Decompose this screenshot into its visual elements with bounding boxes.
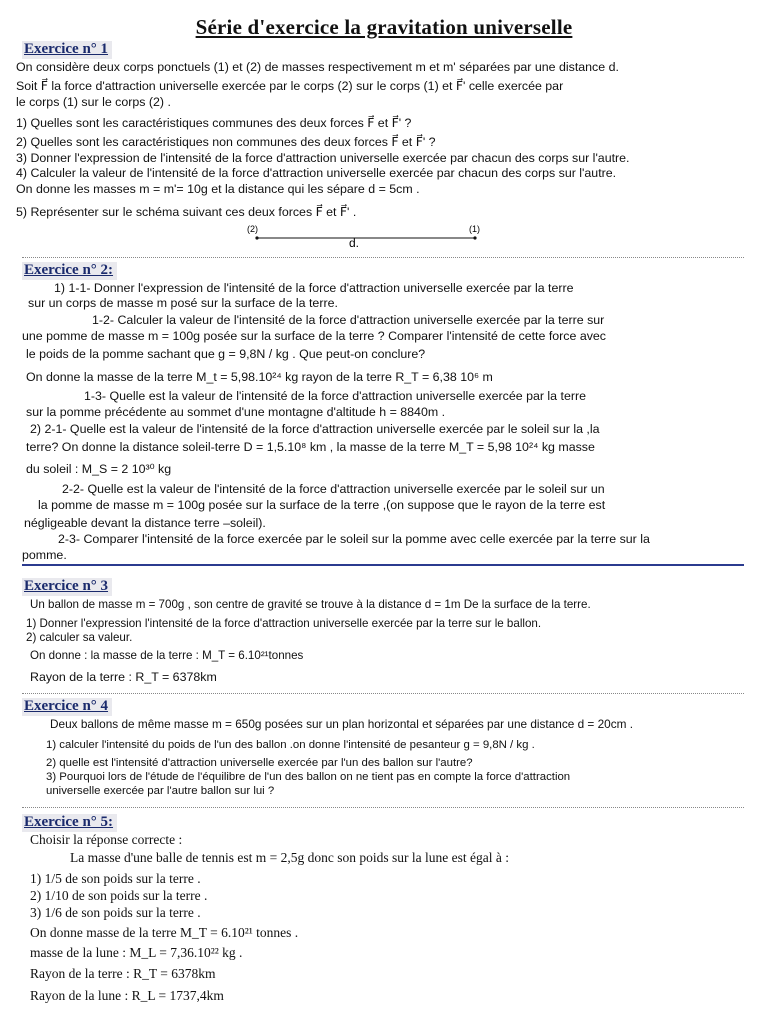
exercise-1-line: 1) Quelles sont les caractéristiques communes des deux forces F⃗ et F⃗' ? xyxy=(16,116,412,130)
exercise-2-line: 2) 2-1- Quelle est la valeur de l'intensité de la force d'attraction universelle exercée par le soleil sur la ,la xyxy=(30,422,600,436)
exercise-1-line: le corps (1) sur le corps (2) . xyxy=(16,95,171,109)
exercise-1-line: On donne les masses m = m'= 10g et la distance qui les sépare d = 5cm . xyxy=(16,182,420,196)
exercise-1-line: 2) Quelles sont les caractéristiques non communes des deux forces F⃗ et F⃗' ? xyxy=(16,135,436,149)
exercise-5-line: masse de la lune : M_L = 7,36.10²² kg . xyxy=(30,945,243,960)
exercise-2-line: une pomme de masse m = 100g posée sur la surface de la terre ? Comparer l'intensité de cette force avec xyxy=(22,329,606,343)
exercise-2-line: terre? On donne la distance soleil-terre D = 1,5.10⁸ km , la masse de la terre M_T = 5,98 10²⁴ kg masse xyxy=(26,440,595,454)
exercise-2-line: le poids de la pomme sachant que g = 9,8N / kg . Que peut-on conclure? xyxy=(26,347,426,361)
exercise-5-line: Rayon de la terre : R_T = 6378km xyxy=(30,966,216,981)
exercise-1-line: On considère deux corps ponctuels (1) et (2) de masses respectivement m et m' séparées par une distance d. xyxy=(16,60,619,74)
exercise-1-line: 4) Calculer la valeur de l'intensité de la force d'attraction universelle exercée par chacun des corps sur l'autre. xyxy=(16,166,617,180)
exercise-2-line: 1-2- Calculer la valeur de l'intensité de la force d'attraction universelle exercée par la terre sur xyxy=(92,313,605,327)
exercise-1-line: Soit F⃗ la force d'attraction universelle exercée par le corps (2) sur le corps (1) et F⃗' celle exercée par xyxy=(16,79,564,93)
section-separator xyxy=(22,693,744,694)
exercise-1-line: 3) Donner l'expression de l'intensité de la force d'attraction universelle exercée par chacun des corps sur l'autre. xyxy=(16,151,630,165)
exercise-4-line: Deux ballons de même masse m = 650g posées sur un plan horizontal et séparées par une distance d = 20cm . xyxy=(50,717,633,731)
exercise-3-line: Un ballon de masse m = 700g , son centre de gravité se trouve à la distance d = 1m De la surface de la terre. xyxy=(30,598,591,611)
exercise-2-line: pomme. xyxy=(22,548,67,562)
exercise-3-heading: Exercice n° 3 xyxy=(22,578,112,596)
answer-option: 1) 1/5 de son poids sur la terre . xyxy=(30,871,201,886)
exercise-2-line: 2-3- Comparer l'intensité de la force exercée par le soleil sur la pomme avec celle exercée par la terre sur la xyxy=(58,532,650,546)
exercise-2-line: sur la pomme précédente au sommet d'une montagne d'altitude h = 8840m . xyxy=(26,405,446,419)
distance-label: d. xyxy=(349,236,360,248)
section-separator xyxy=(22,564,744,566)
exercise-4-line: 2) quelle est l'intensité d'attraction universelle exercée par l'un des ballon sur l'autre? xyxy=(46,757,473,769)
worksheet-title: Série d'exercice la gravitation universelle xyxy=(195,15,573,39)
exercise-4-line: 1) calculer l'intensité du poids de l'un des ballon .on donne l'intensité de pesanteur g = 9,8N / kg . xyxy=(46,739,535,751)
exercise-1-heading: Exercice n° 1 xyxy=(22,41,112,59)
exercise-3-line: 2) calculer sa valeur. xyxy=(26,631,133,644)
exercise-2-line: négligeable devant la distance terre –soleil). xyxy=(24,516,266,530)
exercise-5-line: Choisir la réponse correcte : xyxy=(30,832,183,847)
exercise-2-line: du soleil : M_S = 2 10³⁰ kg xyxy=(26,462,172,476)
exercise-2-line: 2-2- Quelle est la valeur de l'intensité de la force d'attraction universelle exercée par le soleil sur un xyxy=(62,482,605,496)
answer-option: 3) 1/6 de son poids sur la terre . xyxy=(30,905,201,920)
section-separator xyxy=(22,807,744,808)
exercise-5-line: On donne masse de la terre M_T = 6.10²¹ tonnes . xyxy=(30,925,299,940)
exercise-2-line: On donne la masse de la terre M_t = 5,98.10²⁴ kg rayon de la terre R_T = 6,38 10⁶ m xyxy=(26,370,493,384)
exercise-2-line: 1) 1-1- Donner l'expression de l'intensité de la force d'attraction universelle exercée par la terre xyxy=(54,281,574,295)
exercise-5-line: La masse d'une balle de tennis est m = 2,5g donc son poids sur la lune est égal à : xyxy=(70,850,509,865)
exercise-5-line: Rayon de la lune : R_L = 1737,4km xyxy=(30,988,224,1003)
exercise-3-line: On donne : la masse de la terre : M_T = 6.10²¹tonnes xyxy=(30,649,304,662)
body-1-label: (1) xyxy=(469,224,480,234)
exercise-2-line: sur un corps de masse m posé sur la surface de la terre. xyxy=(28,296,338,310)
answer-option: 2) 1/10 de son poids sur la terre . xyxy=(30,888,208,903)
exercise-1-line: 5) Représenter sur le schéma suivant ces deux forces F⃗ et F⃗' . xyxy=(16,205,357,219)
exercise-5-heading: Exercice n° 5: xyxy=(22,814,117,832)
exercise-2-heading: Exercice n° 2: xyxy=(22,262,117,280)
exercise-4-line: 3) Pourquoi lors de l'étude de l'équilibre de l'un des ballon on ne tient pas en compte la force d'attraction xyxy=(46,771,571,783)
force-schema-diagram xyxy=(245,222,495,248)
exercise-2-line: la pomme de masse m = 100g posée sur la surface de la terre ,(on suppose que le rayon de la terre est xyxy=(38,498,606,512)
exercise-3-line: 1) Donner l'expression l'intensité de la force d'attraction universelle exercée par la terre sur le ballon. xyxy=(26,617,542,630)
exercise-2-line: 1-3- Quelle est la valeur de l'intensité de la force d'attraction universelle exercée par la terre xyxy=(84,389,586,403)
section-separator xyxy=(22,257,744,258)
body-2-label: (2) xyxy=(247,224,258,234)
exercise-3-line: Rayon de la terre : R_T = 6378km xyxy=(30,670,217,684)
exercise-4-line: universelle exercée par l'autre ballon sur lui ? xyxy=(46,785,275,797)
exercise-4-heading: Exercice n° 4 xyxy=(22,698,112,716)
